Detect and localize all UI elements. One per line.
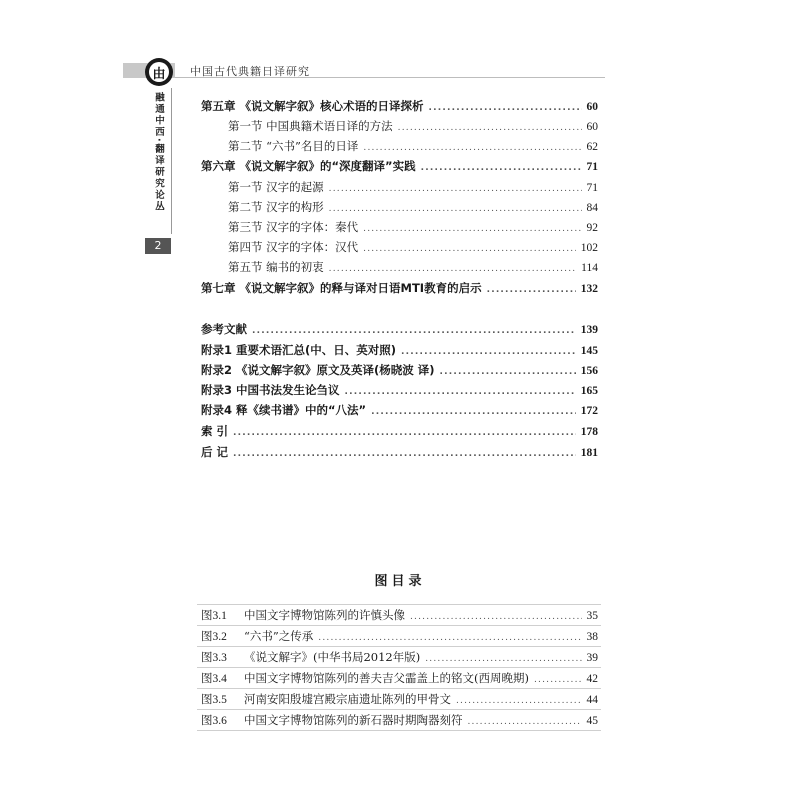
figure-entry-label: 河南安阳殷墟宫殿宗庙遗址陈列的甲骨文 bbox=[244, 692, 451, 706]
toc-entry-label: 参考文献 bbox=[201, 322, 247, 336]
toc-leader bbox=[456, 692, 582, 710]
toc-entry[interactable] bbox=[201, 279, 598, 297]
series-vertical-strip bbox=[145, 88, 172, 234]
figure-entry-page: 39 bbox=[586, 652, 598, 664]
figure-row-rule bbox=[197, 646, 601, 647]
toc-entry-label: 第二节 “六书”名目的日译 bbox=[228, 139, 359, 153]
toc-leader bbox=[401, 343, 576, 361]
toc-leader bbox=[398, 119, 582, 137]
toc-entry-page: 145 bbox=[580, 345, 598, 357]
toc-entry[interactable] bbox=[228, 137, 598, 155]
toc-entry-label: 第六章 《说文解字叙》的“深度翻译”实践 bbox=[201, 159, 416, 173]
toc-entry[interactable] bbox=[228, 218, 598, 236]
toc-entry-page: 181 bbox=[580, 447, 598, 459]
toc-entry-label: 第五节 编书的初衷 bbox=[228, 260, 324, 274]
figure-number: 图3.4 bbox=[201, 673, 227, 685]
toc-leader bbox=[425, 650, 581, 668]
running-title: 中国古代典籍日译研究 bbox=[190, 65, 310, 78]
toc-entry-label: 第四节 汉字的字体：汉代 bbox=[228, 240, 359, 254]
figure-row-rule bbox=[197, 625, 601, 626]
toc-entry-page: 62 bbox=[586, 141, 598, 153]
figure-number: 图3.2 bbox=[201, 631, 227, 643]
toc-leader bbox=[468, 713, 582, 731]
toc-entry[interactable] bbox=[201, 157, 598, 175]
series-logo-char: 由 bbox=[149, 62, 169, 82]
toc-entry-label: 第三节 汉字的字体：秦代 bbox=[228, 220, 359, 234]
toc-entry-label: 附录1 重要术语汇总(中、日、英对照) bbox=[201, 343, 397, 357]
toc-entry-page: 71 bbox=[586, 161, 598, 173]
figure-entry[interactable] bbox=[201, 627, 598, 645]
figure-entry[interactable] bbox=[201, 648, 598, 666]
figure-entry-page: 38 bbox=[586, 631, 598, 643]
toc-entry[interactable] bbox=[201, 401, 598, 419]
toc-entry[interactable] bbox=[201, 320, 598, 338]
figure-entry[interactable] bbox=[201, 669, 598, 687]
toc-leader bbox=[329, 260, 577, 278]
toc-entry-page: 84 bbox=[586, 202, 598, 214]
toc-entry[interactable] bbox=[201, 97, 598, 115]
toc-entry-label: 第二节 汉字的构形 bbox=[228, 200, 324, 214]
series-logo-icon bbox=[145, 58, 173, 86]
figure-number: 图3.5 bbox=[201, 694, 227, 706]
page-number: 2 bbox=[145, 238, 171, 254]
figure-row-rule bbox=[197, 667, 601, 668]
figure-entry-page: 42 bbox=[586, 673, 598, 685]
toc-leader bbox=[233, 445, 576, 463]
toc-leader bbox=[487, 281, 576, 299]
toc-leader bbox=[329, 180, 582, 198]
toc-entry-page: 102 bbox=[580, 242, 598, 254]
toc-leader bbox=[363, 139, 581, 157]
toc-leader bbox=[252, 322, 576, 340]
toc-entry-label: 附录2 《说文解字叙》原文及英译(杨晓波 译) bbox=[201, 363, 435, 377]
toc-entry-page: 92 bbox=[586, 222, 598, 234]
toc-entry-label: 第一节 汉字的起源 bbox=[228, 180, 324, 194]
toc-entry[interactable] bbox=[201, 381, 598, 399]
toc-entry-page: 71 bbox=[586, 182, 598, 194]
figure-list-top-rule bbox=[197, 604, 601, 605]
figure-entry-page: 44 bbox=[586, 694, 598, 706]
toc-leader bbox=[318, 629, 581, 647]
figure-row-rule bbox=[197, 688, 601, 689]
toc-entry-page: 139 bbox=[580, 324, 598, 336]
toc-leader bbox=[429, 99, 582, 117]
figure-entry-page: 35 bbox=[586, 610, 598, 622]
toc-entry-page: 132 bbox=[580, 283, 598, 295]
toc-entry-label: 附录4 释《续书谱》中的“八法” bbox=[201, 403, 367, 417]
toc-leader bbox=[410, 608, 582, 626]
figure-list-bottom-rule bbox=[197, 730, 601, 731]
figure-row-rule bbox=[197, 709, 601, 710]
toc-entry[interactable] bbox=[201, 422, 598, 440]
figure-entry-page: 45 bbox=[586, 715, 598, 727]
toc-entry[interactable] bbox=[201, 361, 598, 379]
toc-entry-page: 60 bbox=[586, 101, 598, 113]
toc-entry[interactable] bbox=[228, 198, 598, 216]
toc-leader bbox=[421, 159, 582, 177]
toc-entry[interactable] bbox=[228, 178, 598, 196]
toc-entry[interactable] bbox=[201, 443, 598, 461]
figure-entry-label: “六书”之传承 bbox=[244, 629, 314, 643]
toc-entry[interactable] bbox=[228, 117, 598, 135]
figure-number: 图3.6 bbox=[201, 715, 227, 727]
toc-entry-page: 60 bbox=[586, 121, 598, 133]
toc-leader bbox=[371, 403, 576, 421]
toc-entry-page: 178 bbox=[580, 426, 598, 438]
toc-entry-label: 附录3 中国书法发生论刍议 bbox=[201, 383, 340, 397]
toc-entry-page: 172 bbox=[580, 405, 598, 417]
figure-entry-label: 《说文解字》(中华书局2012年版) bbox=[244, 650, 421, 664]
toc-entry-label: 后 记 bbox=[201, 445, 229, 459]
toc-entry-page: 156 bbox=[580, 365, 598, 377]
toc-entry-label: 第七章 《说文解字叙》的释与译对日语MTI教育的启示 bbox=[201, 281, 482, 295]
toc-leader bbox=[440, 363, 576, 381]
toc-entry-page: 165 bbox=[580, 385, 598, 397]
toc-entry[interactable] bbox=[201, 341, 598, 359]
toc-leader bbox=[233, 424, 576, 442]
figure-list-title: 图目录 bbox=[374, 574, 426, 589]
toc-leader bbox=[363, 220, 581, 238]
toc-entry-label: 第五章 《说文解字叙》核心术语的日译探析 bbox=[201, 99, 424, 113]
figure-entry[interactable] bbox=[201, 606, 598, 624]
figure-entry-label: 中国文字博物馆陈列的许慎头像 bbox=[244, 608, 405, 622]
toc-leader bbox=[534, 671, 582, 689]
figure-number: 图3.1 bbox=[201, 610, 227, 622]
toc-leader bbox=[345, 383, 576, 401]
series-vertical-title: 融通中西·翻译研究论丛 bbox=[153, 92, 164, 213]
toc-entry-page: 114 bbox=[581, 262, 598, 274]
toc-leader bbox=[363, 240, 576, 258]
toc-entry[interactable] bbox=[228, 258, 598, 276]
toc-entry[interactable] bbox=[228, 238, 598, 256]
toc-leader bbox=[329, 200, 582, 218]
figure-entry-label: 中国文字博物馆陈列的善夫吉父霝盖上的铭文(西周晚期) bbox=[244, 671, 529, 685]
figure-entry-label: 中国文字博物馆陈列的新石器时期陶器刻符 bbox=[244, 713, 463, 727]
toc-entry-label: 索 引 bbox=[201, 424, 229, 438]
figure-number: 图3.3 bbox=[201, 652, 227, 664]
figure-entry[interactable] bbox=[201, 711, 598, 729]
figure-entry[interactable] bbox=[201, 690, 598, 708]
toc-entry-label: 第一节 中国典籍术语日译的方法 bbox=[228, 119, 393, 133]
